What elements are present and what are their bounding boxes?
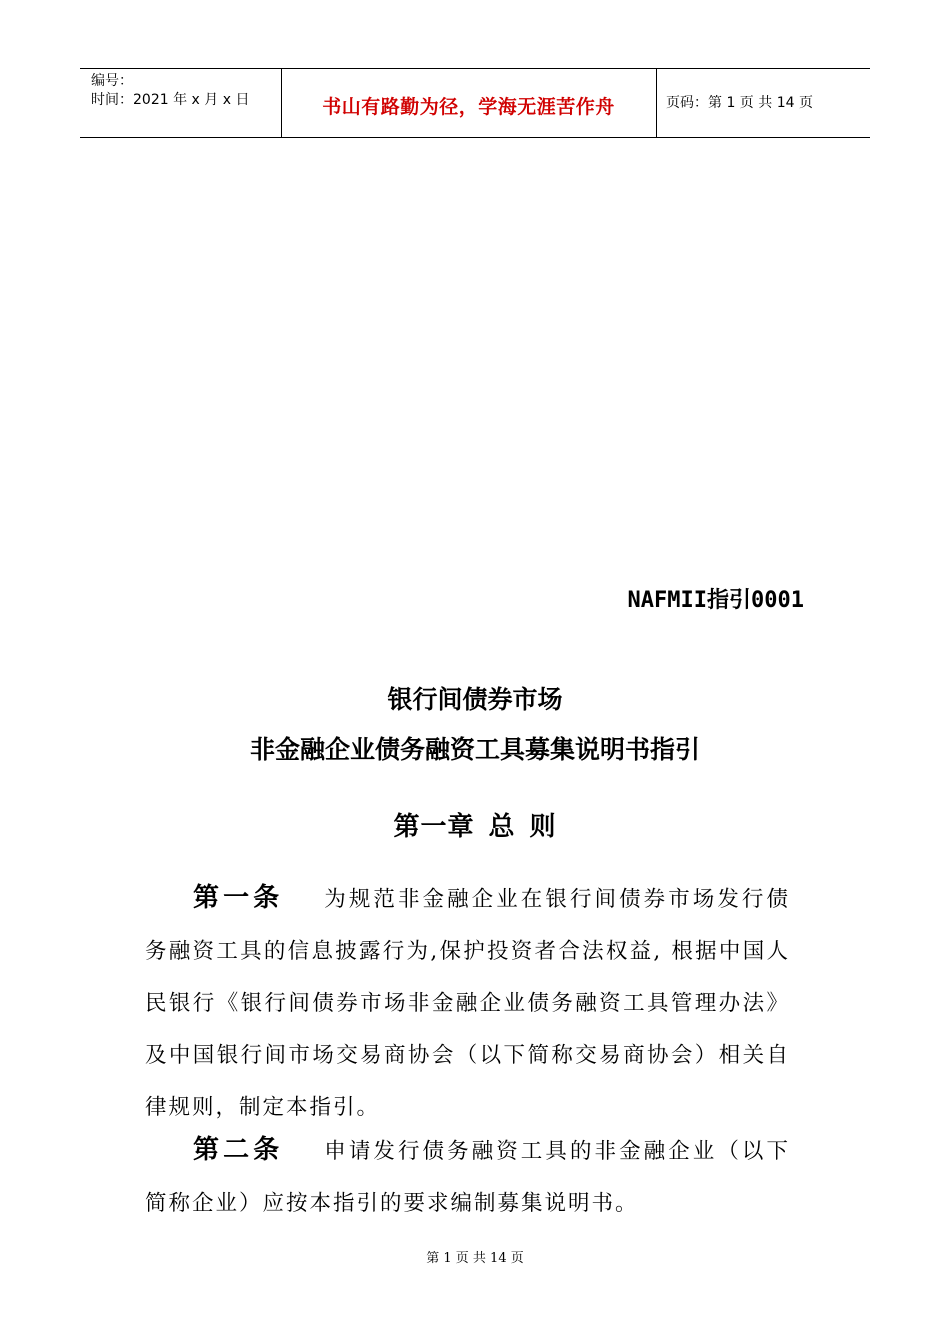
title-line-1: 银行间债券市场 [387,685,563,714]
article-1 [145,872,790,1134]
chapter-heading [0,806,950,843]
header-motto-cell [281,69,657,137]
chapter-number: 第一章 [393,812,475,842]
article-1-text: 为规范非金融企业在银行间债券市场发行债务融资工具的信息披露行为,保护投资者合法权益, 根据中国人民银行《银行间债券市场非金融企业债务融资工具管理办法》及中国银行间市场交易商协会（以下简称交易商协会）相关自律规则，制定本指引。 [145,887,790,1120]
motto: 书山有路勤为径，学海无涯苦作舟 [322,96,615,118]
header-meta-cell [80,69,282,137]
article-2 [145,1124,790,1230]
article-1-label: 第一条 [193,883,284,913]
number-label: 编号： [91,73,133,89]
page-footer: 第 1 页 共 14 页 [426,1251,524,1266]
document-code: NAFMII指引0001 [627,588,804,613]
chapter-word-2: 则 [529,812,557,842]
article-2-label: 第二条 [193,1135,284,1165]
page-header [80,68,870,138]
article-2-text: 申请发行债务融资工具的非金融企业（以下简称企业）应按本指引的要求编制募集说明书。 [145,1139,790,1216]
title-line-2: 非金融企业债务融资工具募集说明书指引 [249,735,700,764]
time-label: 时间：2021 年 x 月 x 日 [91,92,250,108]
chapter-word-1: 总 [488,812,516,842]
page-code: 页码：第 1 页 共 14 页 [666,95,813,111]
header-page-cell [656,69,870,137]
